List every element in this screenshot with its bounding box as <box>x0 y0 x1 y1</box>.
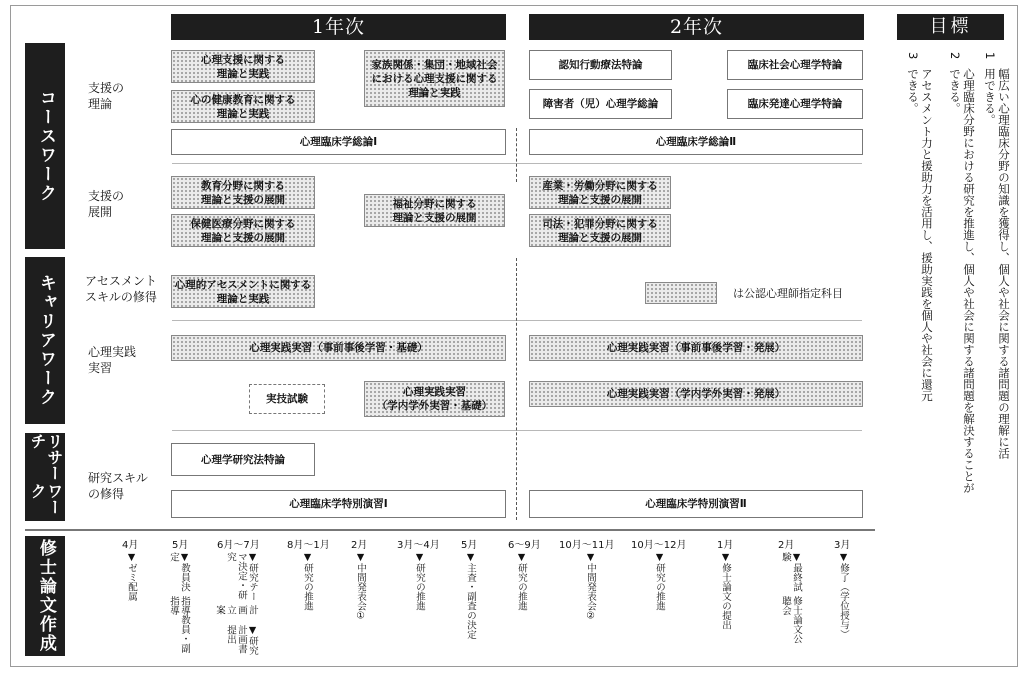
legend-swatch <box>645 282 717 304</box>
course-industry-labor-field: 産業・労働分野に関する 理論と支援の展開 <box>529 176 671 209</box>
timeline-month: 6月〜7月 <box>217 540 260 551</box>
timeline-month: 4月 <box>122 540 139 551</box>
course-justice-crime-field: 司法・犯罪分野に関する 理論と支援の展開 <box>529 214 671 247</box>
course-clinical-psychology-general-2: 心理臨床学総論Ⅱ <box>529 129 863 155</box>
sublabel-practice: 心理実践 実習 <box>88 345 137 375</box>
timeline-event <box>168 552 190 662</box>
section-divider <box>25 529 875 531</box>
timeline-event-text: 計画立案 <box>214 604 258 615</box>
separator-line <box>172 320 862 321</box>
timeline-event <box>720 552 731 630</box>
timeline-event-text: ▼研究テーマ決定・研究 <box>225 552 258 601</box>
timeline-event <box>126 552 137 601</box>
course-research-methods: 心理学研究法特論 <box>171 443 315 476</box>
course-practicum-pre-post-advanced: 心理実践実習（事前事後学習・発展） <box>529 335 863 361</box>
course-cbt-theory: 認知行動療法特論 <box>529 50 672 80</box>
sublabel-support-theory: 支援の 理論 <box>88 81 125 111</box>
timeline-event-text: ▼最終試験 <box>780 552 802 592</box>
timeline-event <box>355 552 366 622</box>
timeline-month: 3月 <box>834 540 851 551</box>
course-disability-psychology: 障害者（児）心理学総論 <box>529 89 672 119</box>
timeline-event-text: ▼研究の推進 <box>654 552 665 611</box>
goal-1-text: 幅広い心理臨床分野の知識を獲得し、個人や社会に関する諸問題の理解に活用できる。 <box>983 68 1011 459</box>
timeline-event-text: 修士論文公聴会 <box>780 595 802 644</box>
category-thesis: 修士論文作成 <box>25 536 65 656</box>
goal-2-text: 心理臨床分野における研究を推進し、個人や社会に関する諸問題を解決することができる。 <box>948 68 976 494</box>
sublabel-support-development: 支援の 展開 <box>88 189 125 219</box>
timeline-event <box>414 552 425 611</box>
course-psych-support-theory: 心理支援に関する 理論と実践 <box>171 50 315 83</box>
timeline-month: 10月〜11月 <box>559 540 615 551</box>
course-practicum-pre-post-basic: 心理実践実習（事前事後学習・基礎） <box>171 335 506 361</box>
goal-3-number: 3 <box>906 52 920 60</box>
year-1-header: 1年次 <box>171 14 506 40</box>
timeline-month: 8月〜1月 <box>287 540 330 551</box>
legend-text: は公認心理師指定科目 <box>733 287 843 300</box>
course-practicum-on-off-campus-advanced: 心理実践実習（学内学外実習・発展） <box>529 381 863 407</box>
category-careerwork: キャリアワーク <box>25 257 65 424</box>
timeline-event-text: ▼教員決定 <box>168 552 190 592</box>
year-2-header: 2年次 <box>529 14 864 40</box>
goal-1-number: 1 <box>983 52 997 60</box>
timeline-event-text: ▼ゼミ配属 <box>126 552 137 601</box>
timeline-event <box>465 552 476 639</box>
category-researchwork <box>25 433 65 521</box>
timeline-event <box>838 552 849 639</box>
timeline-event <box>516 552 527 611</box>
timeline-event-text: ▼中間発表会② <box>585 552 596 622</box>
timeline-event-text: ▼研究の推進 <box>414 552 425 611</box>
course-special-seminar-1: 心理臨床学特別演習Ⅰ <box>171 490 506 518</box>
category-research-line1: リサーチ <box>28 433 64 481</box>
timeline-event <box>214 552 258 662</box>
timeline-event-text: 指導教員・副指導 <box>168 596 190 654</box>
timeline-event <box>585 552 596 622</box>
timeline-event-text: ▼主査・副査の決定 <box>465 552 476 639</box>
course-practicum-on-off-campus-basic: 心理実践実習 （学内学外実習・基礎） <box>364 381 505 417</box>
timeline-month: 2月 <box>778 540 795 551</box>
timeline-month: 5月 <box>172 540 189 551</box>
goal-3-text: アセスメント力と援助力を活用し、援助実践を個人や社会に還元できる。 <box>906 68 934 402</box>
category-research-line2: ワーク <box>28 483 64 516</box>
sublabel-assessment: アセスメント スキルの修得 <box>85 274 157 304</box>
category-coursework: コースワーク <box>25 43 65 249</box>
timeline-event-text: ▼研究計画書提出 <box>225 624 258 655</box>
timeline-month: 3月〜4月 <box>397 540 440 551</box>
course-health-medical-field: 保健医療分野に関する 理論と支援の展開 <box>171 214 315 247</box>
timeline-event <box>302 552 313 611</box>
goals-header: 目標 <box>897 14 1004 40</box>
course-welfare-field: 福祉分野に関する 理論と支援の展開 <box>364 194 505 227</box>
timeline-event-text: ▼研究の推進 <box>302 552 313 611</box>
diagram-frame <box>10 5 1018 667</box>
year-divider <box>516 258 517 520</box>
timeline-month: 6〜9月 <box>508 540 541 551</box>
course-clinical-developmental-psychology: 臨床発達心理学特論 <box>727 89 863 119</box>
sublabel-research: 研究スキル の修得 <box>88 471 148 501</box>
timeline-event-text: ▼研究の推進 <box>516 552 527 611</box>
course-clinical-psychology-general-1: 心理臨床学総論Ⅰ <box>171 129 506 155</box>
year-divider <box>516 128 517 182</box>
timeline-month: 10月〜12月 <box>631 540 687 551</box>
goal-2-number: 2 <box>948 52 962 60</box>
timeline-month: 1月 <box>717 540 734 551</box>
course-family-group-community-support: 家族関係・集団・地域社会 における心理支援に関する 理論と実践 <box>364 50 505 107</box>
course-special-seminar-2: 心理臨床学特別演習Ⅱ <box>529 490 863 518</box>
course-mental-health-education: 心の健康教育に関する 理論と実践 <box>171 90 315 123</box>
timeline-month: 5月 <box>461 540 478 551</box>
separator-line <box>172 163 862 164</box>
timeline-event-text: ▼修了（学位授与） <box>838 552 849 639</box>
timeline-month: 2月 <box>351 540 368 551</box>
course-practical-exam: 実技試験 <box>249 384 325 414</box>
course-psychological-assessment: 心理的アセスメントに関する 理論と実践 <box>171 275 315 308</box>
timeline-event <box>654 552 665 611</box>
timeline-event-text: ▼中間発表会① <box>355 552 366 622</box>
course-education-field: 教育分野に関する 理論と支援の展開 <box>171 176 315 209</box>
separator-line <box>172 430 862 431</box>
course-clinical-social-psychology: 臨床社会心理学特論 <box>727 50 863 80</box>
timeline-event <box>780 552 802 652</box>
timeline-event-text: ▼修士論文の提出 <box>720 552 731 630</box>
